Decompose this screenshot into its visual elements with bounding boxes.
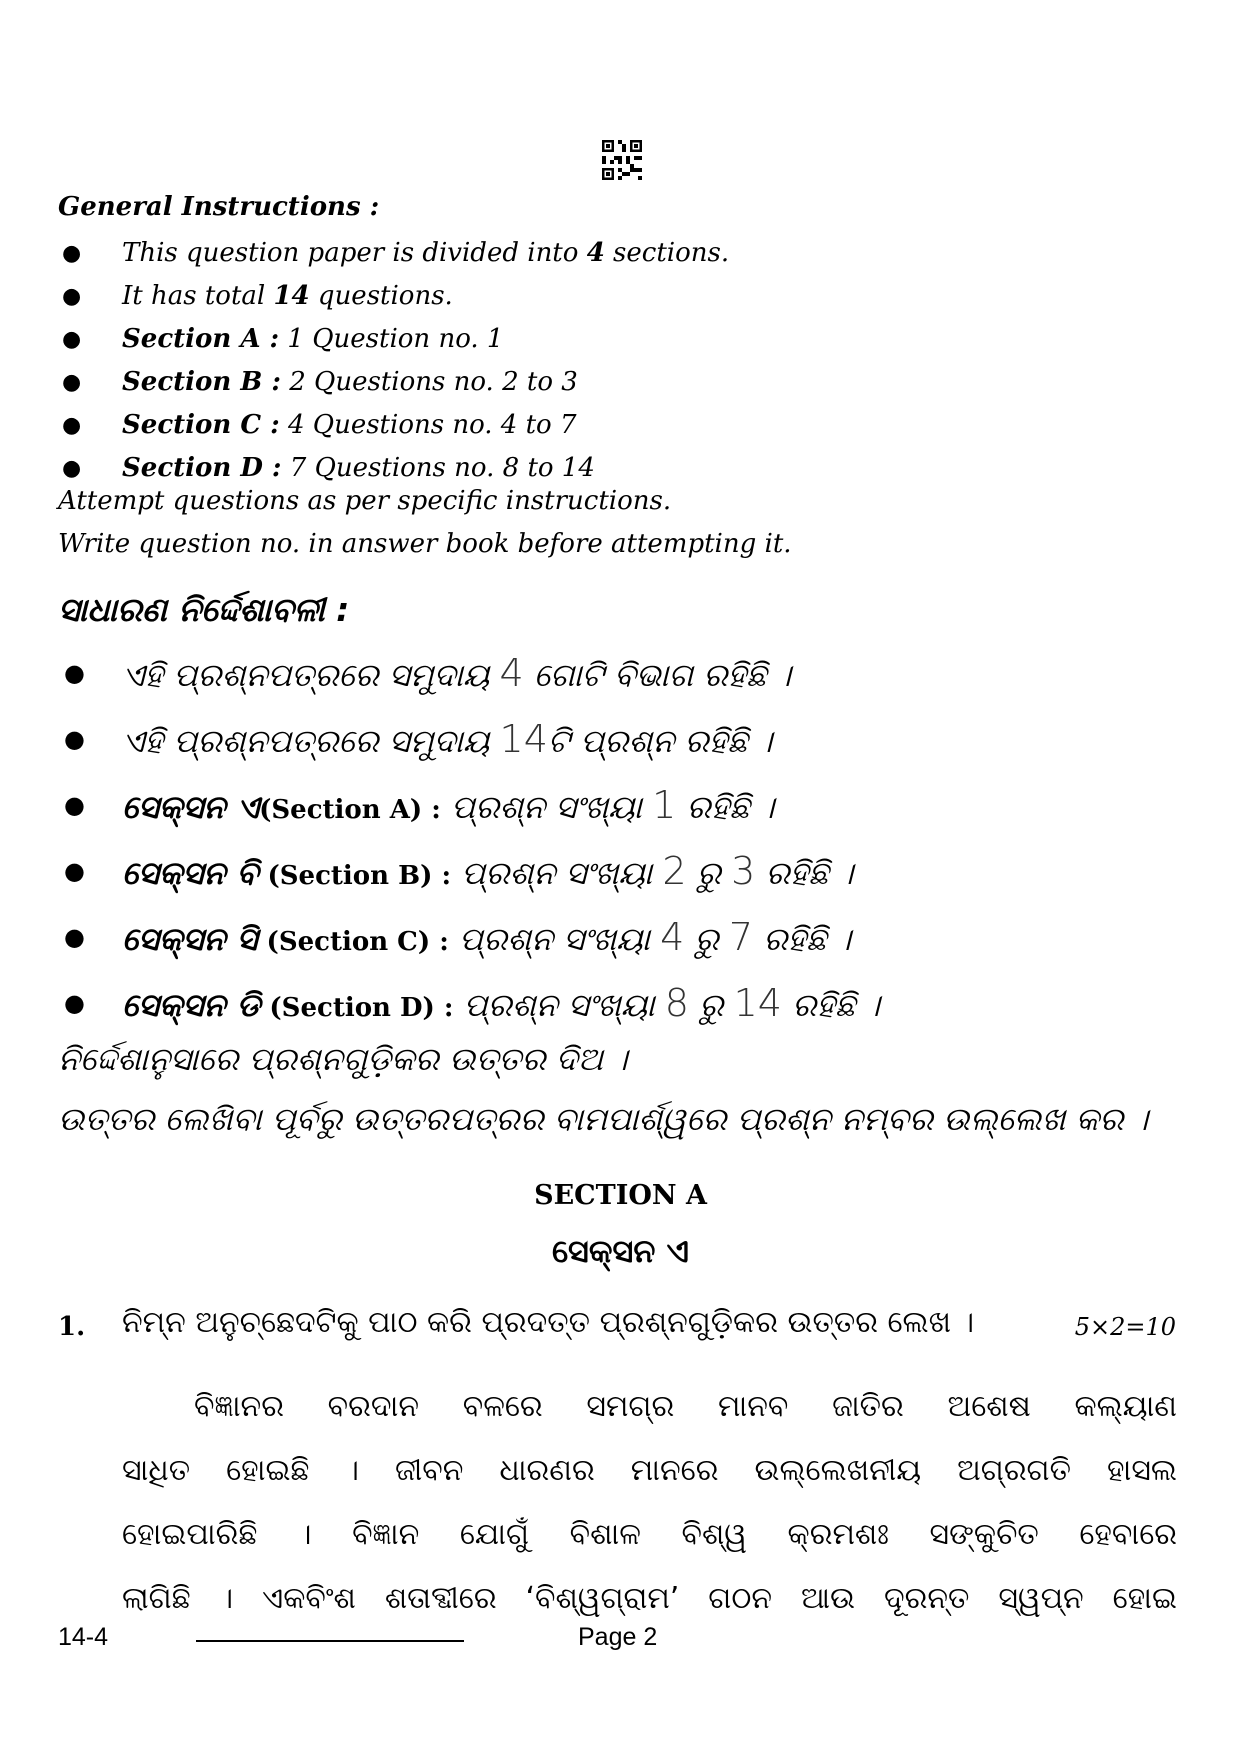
bullet-icon: ● xyxy=(64,857,85,885)
paper-code: 14-4 xyxy=(58,1623,109,1651)
list-item xyxy=(58,640,880,706)
instruction-bold: 4 xyxy=(586,238,605,268)
section-a-title-odia: ସେକ୍ସନ ଏ xyxy=(551,1232,690,1270)
question-number: 7 xyxy=(728,915,754,959)
instruction-bold: Section B : xyxy=(122,367,281,397)
instruction-text: It has total xyxy=(122,281,274,311)
list-item xyxy=(58,404,729,447)
bullet-icon: ● xyxy=(64,659,85,687)
bullet-icon: ● xyxy=(64,791,85,819)
list-item xyxy=(58,838,880,904)
instruction-text: ରହିଛି । xyxy=(781,986,880,1024)
bullet-icon: ● xyxy=(62,241,82,266)
instruction-text: 7 Questions no. 8 to 14 xyxy=(281,453,595,483)
write-number-instruction: Write question no. in answer book before attempting it. xyxy=(58,529,792,559)
odia-answer-instruction: ନିର୍ଦ୍ଦେଶାନୁସାରେ ପ୍ରଶ୍ନଗୁଡ଼ିକର ଉତ୍ତର ଦିଅ । xyxy=(58,1040,628,1078)
bullet-icon: ● xyxy=(62,456,82,481)
instruction-text: 2 Questions no. 2 to 3 xyxy=(280,367,578,397)
general-instructions-list xyxy=(58,232,729,490)
bullet-icon: ● xyxy=(62,413,82,438)
instruction-text: ପ୍ରଶ୍ନ ସଂଖ୍ୟା xyxy=(451,854,663,892)
instruction-text: ରହିଛି । xyxy=(676,788,775,826)
question-number: 4 xyxy=(660,915,685,959)
section-name-english: (Section B) : xyxy=(258,861,452,891)
section-name-odia: ସେକ୍ସନ ବି xyxy=(122,854,259,892)
attempt-instruction: Attempt questions as per specific instructions. xyxy=(58,486,672,516)
instruction-text: ଏହି ପ୍ରଶ୍ନପତ୍ରରେ ସମୁଦାୟ xyxy=(122,656,500,694)
footer-divider xyxy=(196,1640,464,1642)
bullet-icon: ● xyxy=(64,923,85,951)
passage-line: ହୋଇପାରିଛି । ବିଜ୍ଞାନ ଯୋଗୁଁ ବିଶାଳ ବିଶ୍ୱ କ୍ରମଶଃ ସଙ୍କୁଚିତ ହେବାରେ xyxy=(122,1517,1177,1552)
list-item xyxy=(58,361,729,404)
instruction-bold: Section A : xyxy=(122,324,280,354)
passage-line: ଲାଗିଛି । ଏକବିଂଶ ଶତାବ୍ଦୀରେ ‘ବିଶ୍ୱଗ୍ରାମ’ ଗଠନ ଆଉ ଦୂରନ୍ତ ସ୍ୱପ୍ନ ହୋଇ xyxy=(122,1581,1177,1616)
list-item xyxy=(58,275,729,318)
question-number: 8 xyxy=(664,981,689,1025)
list-item xyxy=(58,447,729,490)
list-item xyxy=(58,706,880,772)
general-instructions-heading: General Instructions : xyxy=(58,192,380,222)
bullet-icon: ● xyxy=(62,284,82,309)
instruction-text: 1 Question no. 1 xyxy=(279,324,504,354)
section-name-english: (Section D) : xyxy=(260,993,454,1023)
instruction-text: This question paper is divided into xyxy=(122,238,587,268)
instruction-text: ରହିଛି । xyxy=(753,920,852,958)
list-item xyxy=(58,318,729,361)
instruction-text: sections. xyxy=(604,238,730,268)
instruction-text: ପ୍ରଶ୍ନ ସଂଖ୍ୟା xyxy=(440,788,653,826)
passage-line: ବିଜ୍ଞାନର ବରଦାନ ବଳରେ ସମଗ୍ର ମାନବ ଜାତିର ଅଶେଷ କଲ୍ୟାଣ xyxy=(194,1389,1177,1424)
question-number: 2 xyxy=(662,849,687,893)
instruction-text: ରୁ xyxy=(688,986,734,1024)
passage-line: ସାଧିତ ହୋଇଛି । ଜୀବନ ଧାରଣର ମାନରେ ଉଲ୍ଲେଖନୀୟ ଅଗ୍ରଗତି ହାସଲ xyxy=(122,1453,1177,1488)
odia-write-number-instruction: ଉତ୍ତର ଲେଖିବା ପୂର୍ବରୁ ଉତ୍ତରପତ୍ରର ବାମପାର୍ଶ୍ୱରେ ପ୍ରଶ୍ନ ନମ୍ବର ଉଲ୍ଲେଖ କର । xyxy=(58,1100,1149,1138)
instruction-text: 4 Questions no. 4 to 7 xyxy=(279,410,577,440)
instruction-text: ପ୍ରଶ୍ନ ସଂଖ୍ୟା xyxy=(448,920,661,958)
question-number: 14 xyxy=(733,981,782,1025)
instruction-text: ରୁ xyxy=(684,920,729,958)
bullet-icon: ● xyxy=(64,725,85,753)
section-name-odia: ସେକ୍ସନ ଡି xyxy=(122,986,261,1024)
instruction-text: ଏହି ପ୍ରଶ୍ନପତ୍ରରେ ସମୁଦାୟ xyxy=(122,722,500,760)
section-name-odia: ସେକ୍ସନ ସି xyxy=(122,920,258,958)
section-name-english: (Section C) : xyxy=(257,927,449,957)
instruction-text: ଗୋଟି ବିଭାଗ ରହିଛି । xyxy=(523,656,791,694)
list-item xyxy=(58,904,880,970)
bullet-icon: ● xyxy=(64,989,85,1017)
section-count: 4 xyxy=(499,651,524,695)
qr-code-icon xyxy=(602,140,642,180)
section-a-title: SECTION A xyxy=(534,1180,707,1211)
section-name-odia: ସେକ୍ସନ ଏ xyxy=(122,788,260,826)
odia-instructions-heading: ସାଧାରଣ ନିର୍ଦ୍ଦେଶାବଳୀ : xyxy=(58,590,350,629)
question-count: 14 xyxy=(499,717,548,761)
question-number: 1 xyxy=(652,783,677,827)
instruction-bold: 14 xyxy=(273,281,310,311)
instruction-text: ପ୍ରଶ୍ନ ସଂଖ୍ୟା xyxy=(453,986,665,1024)
instruction-text: questions. xyxy=(309,281,453,311)
question-text: ନିମ୍ନ ଅନୁଚ୍ଛେଦଟିକୁ ପାଠ କରି ପ୍ରଦତ୍ତ ପ୍ରଶ୍ନଗୁଡ଼ିକର ଉତ୍ତର ଲେଖ । xyxy=(122,1305,975,1340)
comprehension-passage xyxy=(122,1375,1177,1631)
instruction-bold: Section C : xyxy=(122,410,280,440)
instruction-text: ଟି ପ୍ରଶ୍ନ ରହିଛି । xyxy=(547,722,773,760)
instruction-text: ରହିଛି । xyxy=(755,854,854,892)
instruction-bold: Section D : xyxy=(122,453,282,483)
list-item xyxy=(58,970,880,1036)
bullet-icon: ● xyxy=(62,327,82,352)
page-number: Page 2 xyxy=(578,1623,658,1651)
question-number: 3 xyxy=(731,849,756,893)
instruction-text: ରୁ xyxy=(686,854,732,892)
odia-instructions-list xyxy=(58,640,880,1036)
list-item xyxy=(58,232,729,275)
bullet-icon: ● xyxy=(62,370,82,395)
question-number: 1. xyxy=(58,1312,86,1342)
list-item xyxy=(58,772,880,838)
section-name-english: (Section A) : xyxy=(259,795,441,825)
question-marks: 5×2=10 xyxy=(1074,1313,1176,1341)
